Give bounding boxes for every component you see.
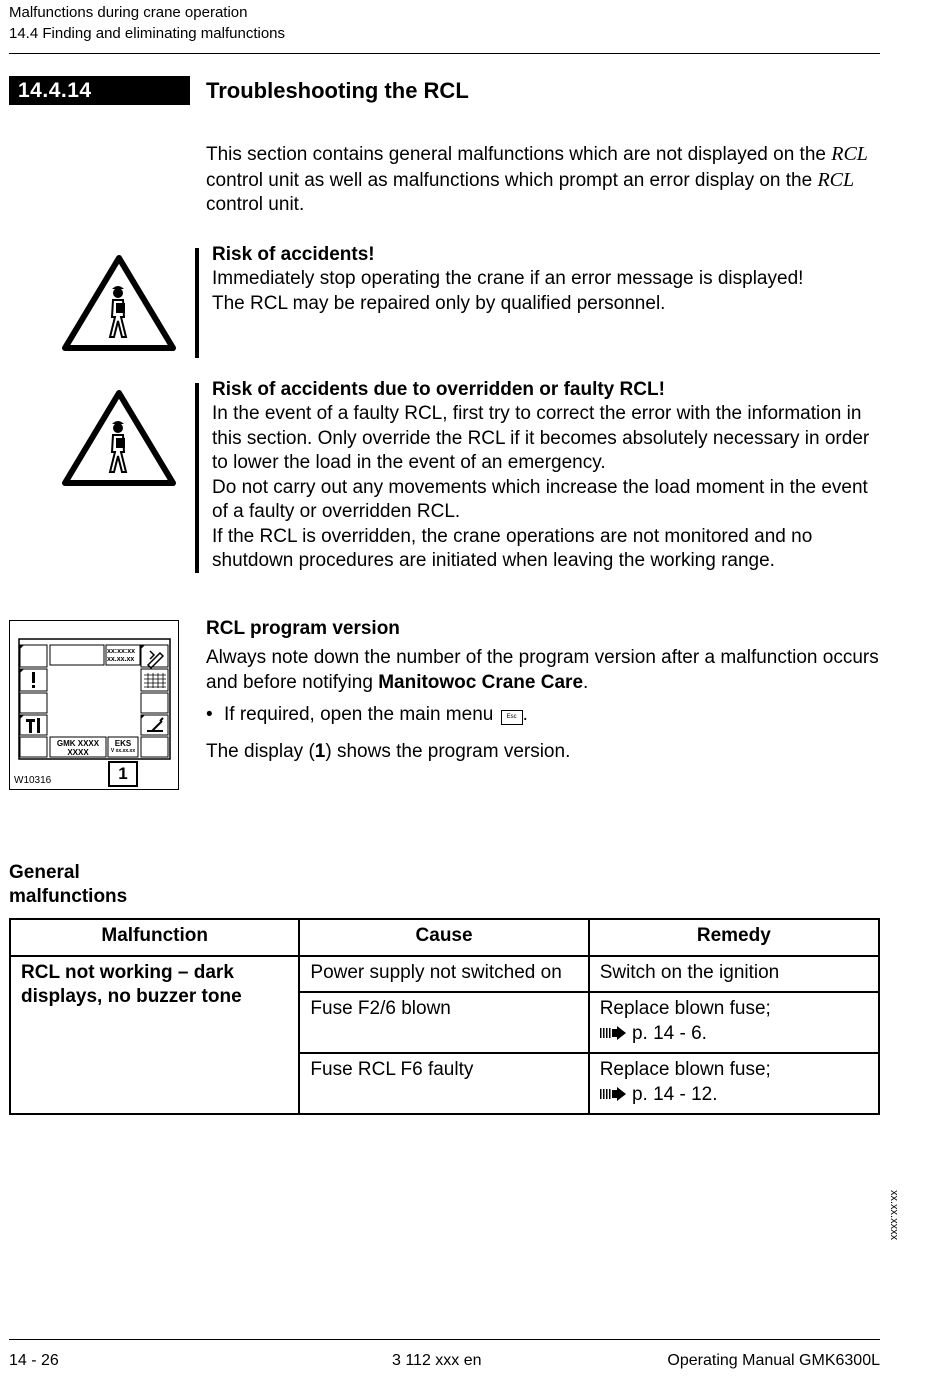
cause-cell: Power supply not switched on [299,956,588,993]
intro-text-2: control unit as well as malfunctions which prompt an error display on the [206,169,818,191]
side-code: xx.xx.xxxx [888,1190,900,1241]
section-title: Troubleshooting the RCL [206,78,469,103]
warning-1 [212,243,892,316]
danger-person-triangle-icon [60,253,178,353]
header-cause: Cause [299,919,588,956]
remedy-text: Replace blown fuse; [599,998,771,1019]
header-remedy: Remedy [589,919,879,956]
section-number: 14.4.14 [9,76,190,105]
remedy-ref [600,1022,868,1047]
figure-time: xx:xx:xx [107,648,136,655]
figure-gmk [50,739,106,757]
intro-text-3: control unit. [206,194,305,215]
remedy-ref [600,1083,868,1108]
program-version-text-2: . [583,671,589,693]
footer-doc-number: 3 112 xxx en [392,1352,482,1369]
malfunction-table [9,918,880,1115]
running-header-chapter: Malfunctions during crane operation [9,4,248,21]
header-rule [9,53,880,54]
remedy-cell [589,1053,879,1114]
remedy-cell [589,992,879,1053]
warning-1-title: Risk of accidents! [212,244,375,265]
figure-label: W10316 [14,775,52,786]
warning-2-line: In the event of a faulty RCL, first try to correct the error with the information in this section. Only override the RCL if it becomes absolutely necessary in order to lower the load in the event of an emergency. [212,403,870,473]
intro-rcl-1: RCL [831,143,868,165]
table-row [10,956,879,993]
figure-callout: 1 [118,764,128,783]
figure-eks [108,740,138,754]
cross-reference-arrow-icon [600,1087,627,1101]
general-heading [9,861,127,909]
rcl-display-figure [9,620,179,790]
cross-reference-arrow-icon [600,1026,627,1040]
program-version-text [206,646,886,695]
footer-page-number: 14 - 26 [9,1352,59,1369]
warning-1-line: Immediately stop operating the crane if an error message is displayed! [212,268,804,289]
display-text-1: The display ( [206,741,315,762]
running-header-section: 14.4 Finding and eliminating malfunctions [9,25,285,42]
header-malfunction: Malfunction [10,919,299,956]
general-heading-line1: General [9,862,80,883]
figure-date-value: xx.xx.xx [107,656,135,663]
warning-2-bar [195,383,199,573]
figure-gmk-code: XXXX [67,748,89,757]
intro-paragraph [206,142,886,218]
page-reference-link[interactable]: p. 14 - 12. [631,1083,718,1105]
table-header-row [10,919,879,956]
program-version-text-1: Always note down the number of the program version after a malfunction occurs and before notifying [206,647,879,693]
cause-cell: Fuse F2/6 blown [299,992,588,1053]
danger-person-triangle-icon [60,388,178,488]
display-text-2: ) shows the program version. [325,741,571,762]
warning-2-line: If the RCL is overridden, the crane operations are not monitored and no shutdown procedures are initiated when leaving the working range. [212,525,813,571]
rcl-display-drawing [10,621,178,789]
intro-text-1: This section contains general malfunctions which are not displayed on the [206,144,832,165]
figure-date [107,648,135,664]
figure-eks-label: EKS [114,739,132,748]
figure-eks-version: V xx.xx.xx [110,748,136,754]
esc-key-icon: Esc [501,710,523,725]
bullet-end: . [522,704,528,725]
program-version-display [206,740,886,765]
bullet-text: If required, open the main menu [224,704,494,725]
cause-cell: Fuse RCL F6 faulty [299,1053,588,1114]
program-version-bullet [206,703,886,728]
display-callout: 1 [314,741,326,762]
warning-2-line: Do not carry out any movements which increase the load moment in the event of a faulty or overridden RCL. [212,476,868,522]
warning-2 [212,378,884,574]
general-heading-line2: malfunctions [9,886,128,907]
figure-gmk-model: GMK XXXX [56,739,100,748]
bullet-dot: • [206,704,213,725]
program-version-title: RCL program version [206,618,400,639]
page-reference-link[interactable]: p. 14 - 6. [631,1022,707,1044]
remedy-cell: Switch on the ignition [589,956,879,993]
footer-manual-title: Operating Manual GMK6300L [667,1352,880,1369]
warning-1-bar [195,248,199,358]
program-version-brand: Manitowoc Crane Care [378,671,584,693]
remedy-text: Replace blown fuse; [599,1059,771,1080]
warning-1-line: The RCL may be repaired only by qualified personnel. [212,292,666,314]
warning-2-title: Risk of accidents due to overridden or faulty RCL! [212,379,665,400]
malfunction-cell: RCL not working – dark displays, no buzzer tone [10,956,299,1115]
intro-rcl-2: RCL [817,168,855,191]
footer-rule [9,1339,880,1340]
